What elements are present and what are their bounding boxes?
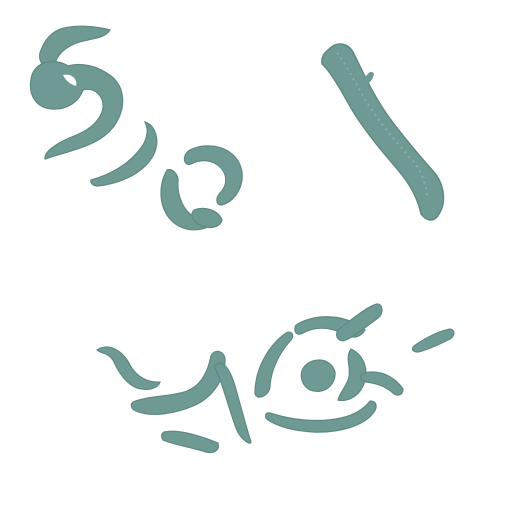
small-accent-mark bbox=[365, 72, 374, 84]
left-vertical-stroke bbox=[214, 363, 251, 443]
ring-right-arc bbox=[184, 146, 242, 205]
upper-right-stroke bbox=[322, 44, 444, 220]
left-bottom-bar bbox=[162, 431, 219, 452]
center-dot bbox=[301, 360, 335, 391]
upper-left-glyph-cluster bbox=[30, 26, 242, 230]
right-tail-stroke bbox=[361, 372, 403, 395]
far-right-dash bbox=[413, 329, 454, 352]
main-loop-stroke bbox=[30, 62, 122, 159]
lower-glyph-cluster bbox=[97, 304, 454, 453]
diagonal-main-stroke bbox=[322, 44, 444, 220]
left-wave-stroke bbox=[97, 347, 160, 389]
lower-base-stroke bbox=[266, 401, 377, 432]
center-arc-left bbox=[255, 332, 293, 397]
